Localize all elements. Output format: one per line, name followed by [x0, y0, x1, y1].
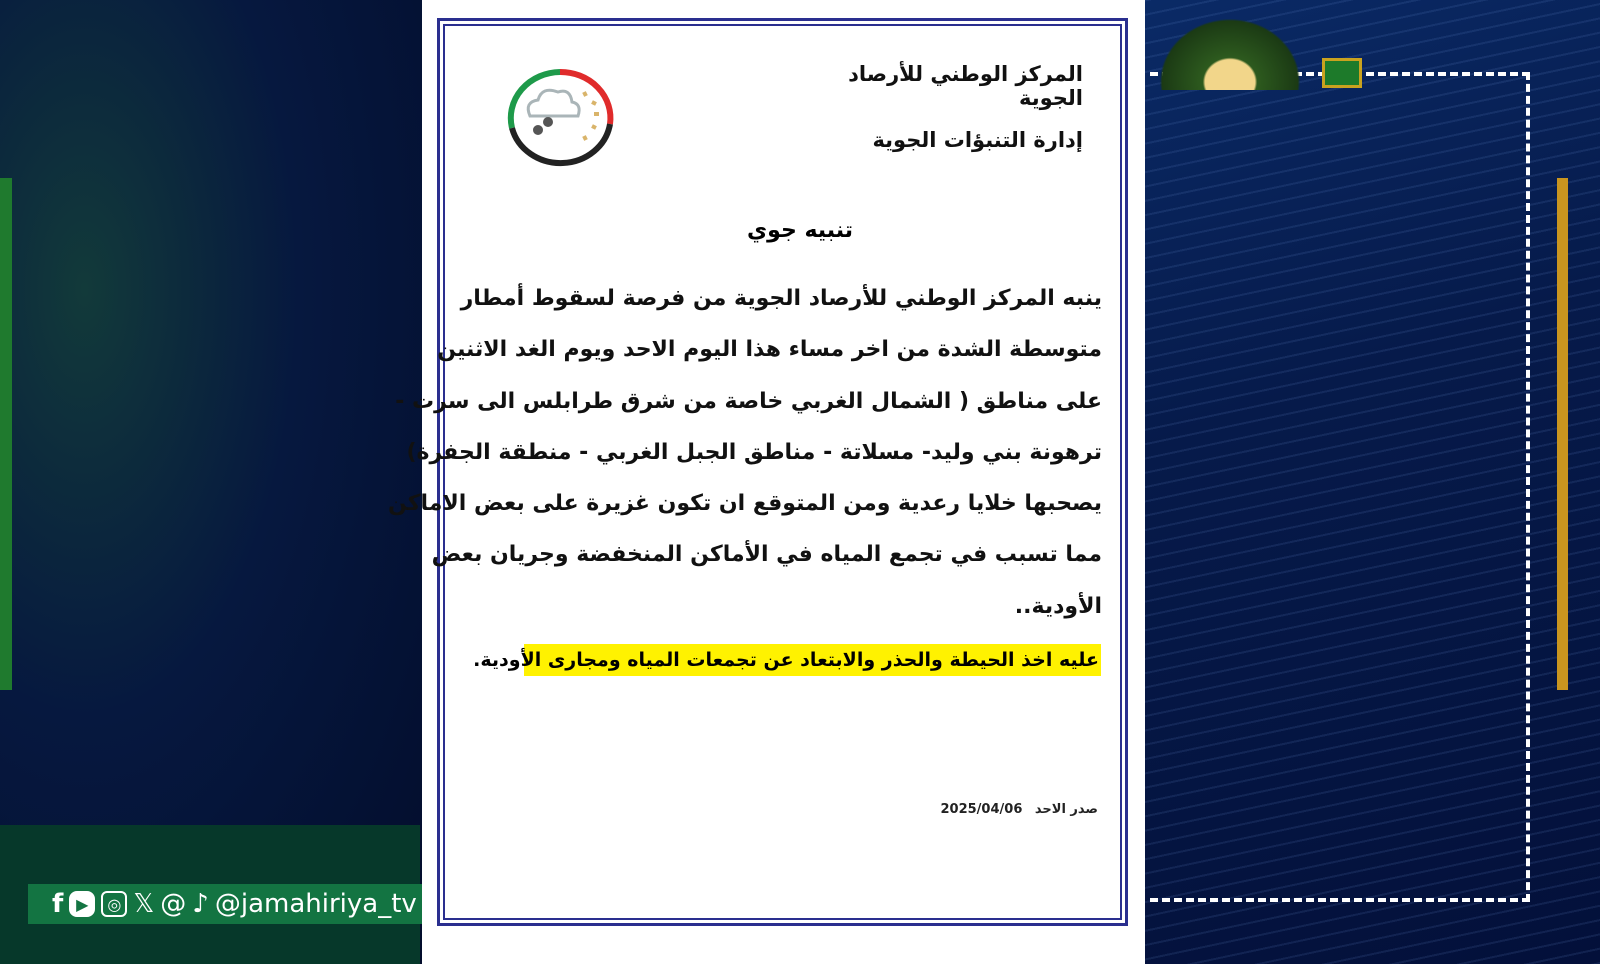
department-name: إدارة التنبؤات الجوية: [872, 128, 1083, 152]
body-line: مما تسبب في تجمع المياه في الأماكن المنخفضة وجريان بعض: [431, 542, 1102, 568]
dashed-frame: [1150, 72, 1530, 902]
issue-date: [900, 802, 1098, 817]
social-handle: @jamahiriya_tv: [214, 889, 417, 919]
body-line: يصحبها خلايا رعدية ومن المتوقع ان تكون غزيرة على بعض الاماكن: [387, 491, 1102, 517]
meteorology-logo: [500, 66, 620, 166]
issued-date: 2025/04/06: [940, 802, 1023, 817]
body-line: متوسطة الشدة من اخر مساء هذا اليوم الاحد ويوم الغد الاثنين: [437, 337, 1102, 363]
highlighted-advice: عليه اخذ الحيطة والحذر والابتعاد عن تجمعات المياه ومجارى الأودية.: [524, 644, 1101, 676]
document-title: تنبيه جوي: [746, 218, 853, 243]
left-background: [0, 0, 422, 964]
organization-name: المركز الوطني للأرصاد الجوية: [848, 62, 1083, 110]
tiktok-icon: ♪: [192, 889, 209, 919]
channel-logo: [1150, 10, 1310, 90]
instagram-icon: ◎: [101, 891, 127, 917]
threads-icon: @: [160, 889, 187, 919]
body-line: ينبه المركز الوطني للأرصاد الجوية من فرصة لسقوط أمطار: [460, 286, 1102, 311]
body-line: ترهونة بني وليد- مسلاتة - مناطق الجبل الغربي - منطقة الجفرة): [406, 439, 1102, 465]
left-accent-bar: [0, 178, 12, 690]
issued-label: صدر الاحد: [1034, 802, 1098, 817]
body-line: على مناطق ( الشمال الغربي خاصة من شرق طرابلس الى سرت -: [395, 388, 1102, 414]
youtube-icon: ▶: [69, 891, 95, 917]
body-line: الأودية..: [1014, 593, 1102, 619]
alert-body: [387, 282, 1102, 641]
x-icon: 𝕏: [133, 889, 155, 919]
right-accent-bar: [1557, 178, 1568, 690]
facebook-icon: f: [52, 889, 64, 919]
logo-square: [1322, 58, 1362, 88]
